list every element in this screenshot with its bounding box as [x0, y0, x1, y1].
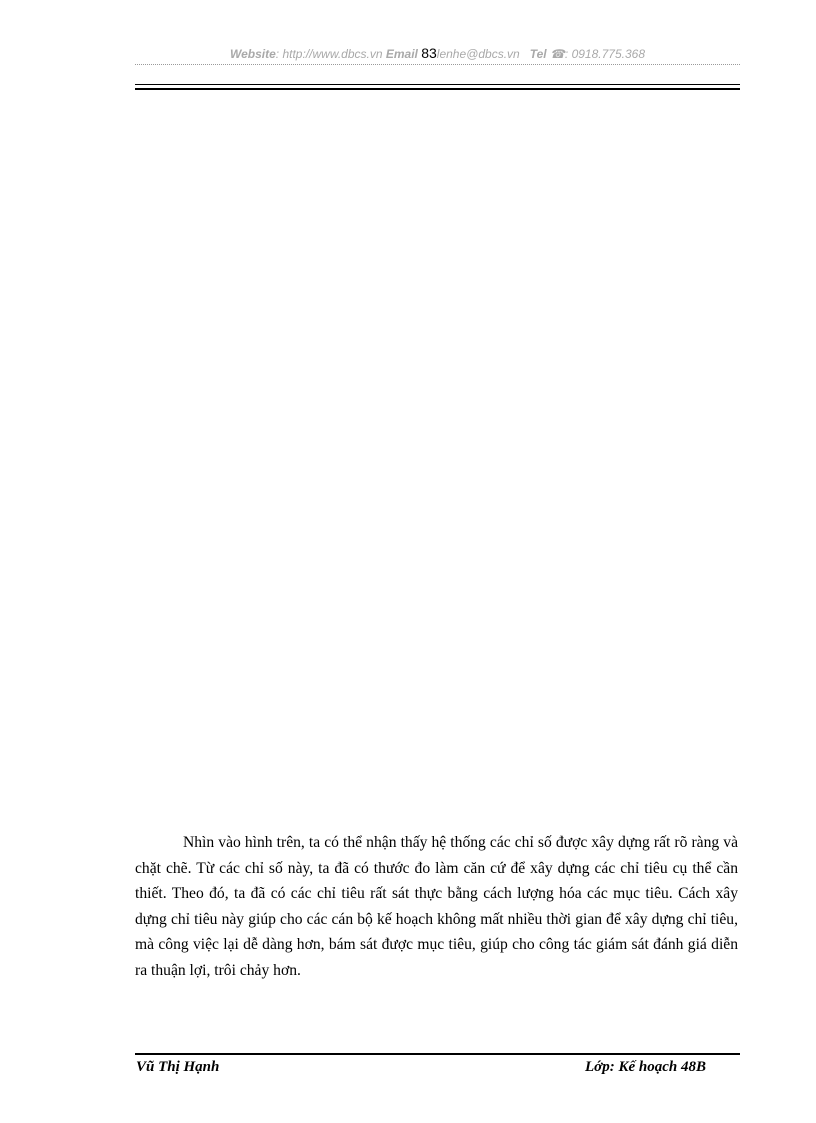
email-value: lenhe@dbcs.vn: [436, 47, 520, 61]
header-double-divider: [135, 84, 740, 90]
body-paragraph: Nhìn vào hình trên, ta có thể nhận thấy hệ thống các chỉ số được xây dựng rất rõ ràng và chặt chẽ. Từ các chỉ số này, ta đã có thước đo làm căn cứ để xây dựng các chỉ tiêu cụ thể cần thiết. Theo đó, ta đã có các chỉ tiêu rất sát thực bằng cách lượng hóa các mục tiêu. Cách xây dựng chỉ tiêu này giúp cho các cán bộ kế hoạch không mất nhiều thời gian để xây dựng chỉ tiêu, mà công việc lại dễ dàng hơn, bám sát được mục tiêu, giúp cho công tác giám sát đánh giá diễn ra thuận lợi, trôi chảy hơn.: [135, 834, 738, 979]
website-value: : http://www.dbcs.vn: [275, 47, 383, 61]
email-label: Email: [385, 47, 418, 61]
page-header: [135, 44, 740, 62]
tel-label: Tel: [529, 47, 547, 61]
footer-class: Lớp: Kế hoạch 48B: [585, 1059, 706, 1075]
website-label: Website: [230, 47, 276, 61]
footer-divider: [135, 1053, 740, 1055]
tel-value: ☎: 0918.775.368: [549, 47, 645, 61]
header-dotted-divider: [135, 64, 740, 65]
page-number: 83: [421, 45, 437, 61]
footer-author: Vũ Thị Hạnh: [136, 1059, 220, 1075]
figure-placeholder: [135, 100, 740, 820]
